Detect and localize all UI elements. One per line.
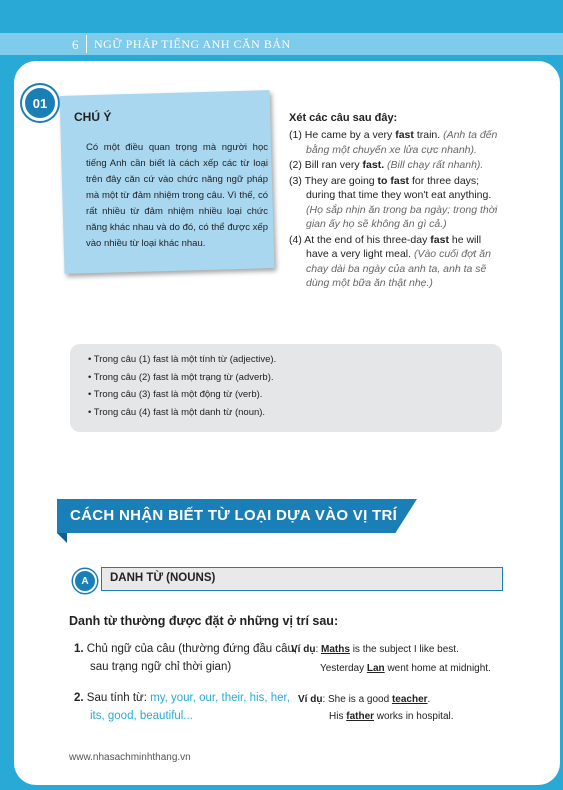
list-item: • Trong câu (1) fast là một tính từ (adjective). bbox=[88, 354, 277, 365]
list-item: • Trong câu (4) fast là một danh từ (noun). bbox=[88, 406, 266, 418]
note-title: CHÚ Ý bbox=[74, 110, 112, 124]
list-item: • Trong câu (2) fast là một trạng từ (adverb). bbox=[88, 371, 274, 383]
example-item: (3) They are going to fast for three days; during that time they won't eat anything. (Họ sắp nhịn ăn trong ba ngày; trong thời gian ấy họ sẽ không ăn gì cả.) bbox=[289, 174, 498, 230]
footer-url[interactable]: www.nhasachminhthang.vn bbox=[69, 752, 191, 763]
examples-list bbox=[289, 128, 504, 292]
positions-heading: Danh từ thường được đặt ở những vị trí sau: bbox=[69, 614, 339, 628]
examples-heading: Xét các câu sau đây: bbox=[289, 112, 398, 124]
position-item-2: 2. Sau tính từ: my, your, our, their, his, her, its, good, beautiful... bbox=[74, 692, 290, 722]
example-1-line-2: Yesterday Lan went home at midnight. bbox=[320, 663, 491, 674]
banner-fold bbox=[57, 533, 67, 543]
example-2-line-2: His father works in hospital. bbox=[329, 711, 454, 722]
header-divider bbox=[86, 35, 87, 53]
page-number: 6 bbox=[72, 37, 79, 52]
subsection-title: DANH TỪ (NOUNS) bbox=[110, 572, 216, 584]
book-title: NGỮ PHÁP TIẾNG ANH CĂN BẢN bbox=[94, 37, 291, 51]
note-body: Có một điều quan trọng mà người học tiếng Anh cần biết là cách xếp các từ loại trên đây căn cứ vào chức năng ngữ pháp mà một từ đảm nhiệm trong câu. Vì thế, có rất nhiều từ đảm nhiệm nhiều loại chức năng khác nhau và do đó, có thể được xếp vào nhiều từ loại khác nhau. bbox=[86, 142, 268, 249]
subsection-letter-badge: A bbox=[73, 569, 97, 593]
example-item: (4) At the end of his three-day fast he will have a very light meal. (Vào cuối đợt ăn chay dài ba ngày của anh ta, anh ta sẽ dùng một bữa ăn thật nhẹ.) bbox=[289, 233, 491, 289]
example-1-line-1: Ví dụ: Maths is the subject I like best. bbox=[291, 644, 459, 655]
example-item: (1) He came by a very fast train. (Anh ta đến bằng một chuyến xe lửa cực nhanh). bbox=[289, 129, 498, 156]
example-item: (2) Bill ran very fast. (Bill chạy rất nhanh). bbox=[289, 159, 484, 171]
example-2-line-1: Ví dụ: She is a good teacher. bbox=[298, 694, 431, 705]
position-item-1: 1. Chủ ngữ của câu (thường đứng đầu câu, sau trạng ngữ chỉ thời gian) bbox=[74, 643, 298, 673]
section-number-badge: 01 bbox=[22, 85, 58, 121]
section-title: CÁCH NHẬN BIẾT TỪ LOẠI DỰA VÀO VỊ TRÍ bbox=[70, 507, 398, 524]
info-list bbox=[88, 351, 276, 421]
list-item: • Trong câu (3) fast là một động từ (verb). bbox=[88, 389, 263, 400]
